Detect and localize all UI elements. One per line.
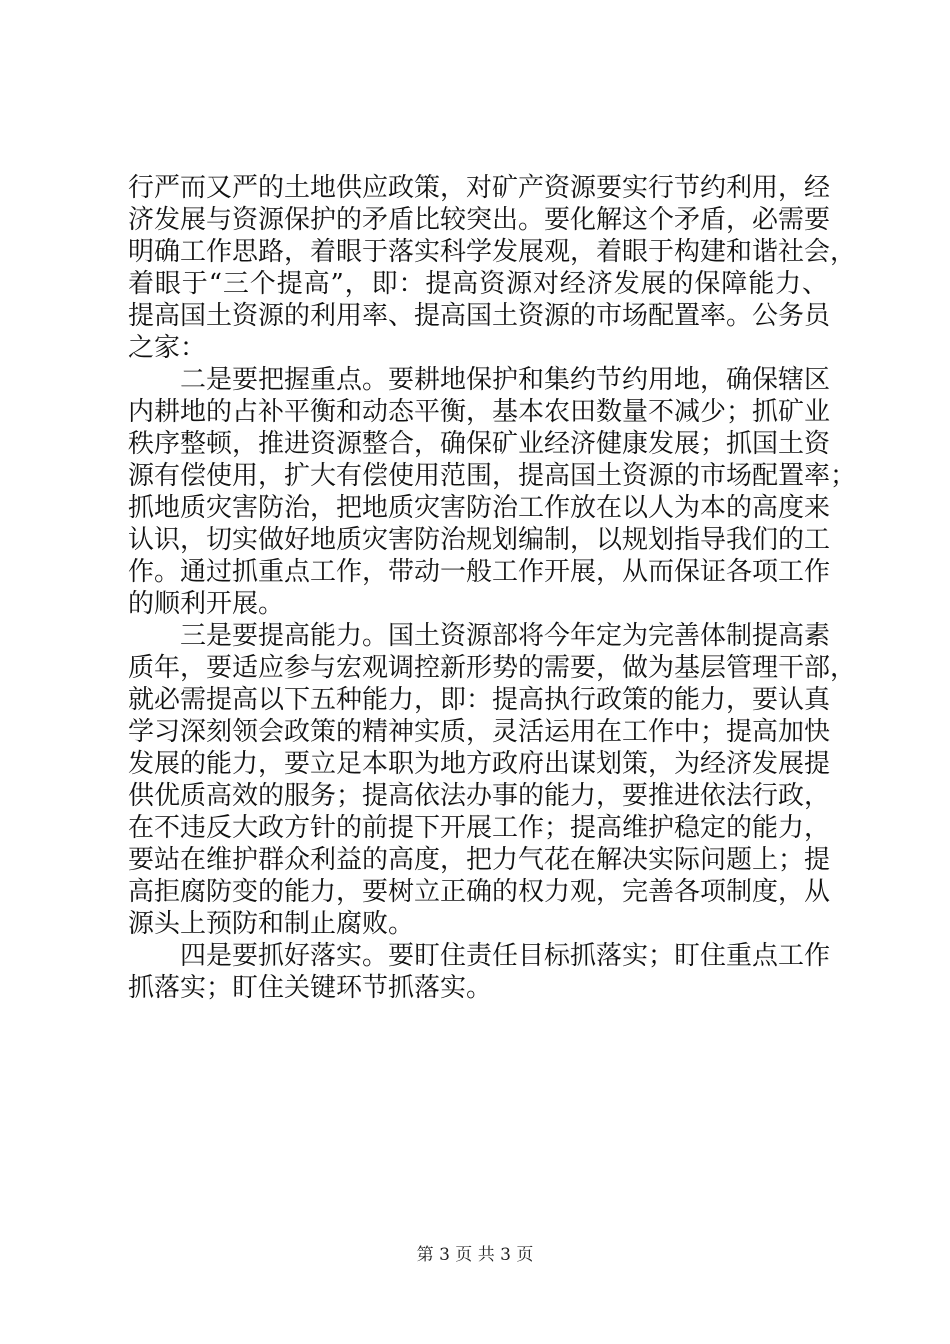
text-line: 发展的能力，要立足本职为地方政府出谋划策，为经济发展提 <box>128 749 831 779</box>
text-line: 质年，要适应参与宏观调控新形势的需要，做为基层管理干部， <box>128 653 857 683</box>
text-line: 高拒腐防变的能力，要树立正确的权力观，完善各项制度，从 <box>128 877 831 907</box>
paragraph <box>128 172 857 364</box>
text-line: 在不违反大政方针的前提下开展工作；提高维护稳定的能力， <box>128 813 831 843</box>
page-number-footer: 第 3 页 共 3 页 <box>416 1245 534 1265</box>
text-line: 抓落实；盯住关键环节抓落实。 <box>128 973 493 1003</box>
text-line: 就必需提高以下五种能力，即：提高执行政策的能力，要认真 <box>128 685 831 715</box>
paragraph <box>128 620 857 940</box>
paragraph <box>128 940 831 1004</box>
text-line: 认识，切实做好地质灾害防治规划编制，以规划指导我们的工 <box>128 525 831 555</box>
text-line: 提高国土资源的利用率、提高国土资源的市场配置率。公务员 <box>128 301 831 331</box>
paragraph <box>128 364 857 620</box>
text-line: 的顺利开展。 <box>128 589 285 619</box>
text-line: 秩序整顿，推进资源整合，确保矿业经济健康发展；抓国土资 <box>128 429 831 459</box>
text-line: 抓地质灾害防治，把地质灾害防治工作放在以人为本的高度来 <box>128 493 831 523</box>
text-line: 四是要抓好落实。要盯住责任目标抓落实；盯住重点工作 <box>128 941 831 971</box>
text-line: 作。通过抓重点工作，带动一般工作开展，从而保证各项工作 <box>128 557 831 587</box>
text-line: 着眼于“三个提高”，即：提高资源对经济发展的保障能力、 <box>128 269 828 299</box>
text-line: 明确工作思路，着眼于落实科学发展观，着眼于构建和谐社会， <box>128 237 857 267</box>
text-line: 源有偿使用，扩大有偿使用范围，提高国土资源的市场配置率； <box>128 461 857 491</box>
text-line: 之家： <box>128 333 207 363</box>
text-line: 源头上预防和制止腐败。 <box>128 909 415 939</box>
text-line: 行严而又严的土地供应政策，对矿产资源要实行节约利用，经 <box>128 173 831 203</box>
text-line: 济发展与资源保护的矛盾比较突出。要化解这个矛盾，必需要 <box>128 205 831 235</box>
text-line: 要站在维护群众利益的高度，把力气花在解决实际问题上；提 <box>128 845 831 875</box>
document-body <box>128 172 857 1004</box>
text-line: 供优质高效的服务；提高依法办事的能力，要推进依法行政， <box>128 781 831 811</box>
text-line: 三是要提高能力。国土资源部将今年定为完善体制提高素 <box>128 621 831 651</box>
text-line: 内耕地的占补平衡和动态平衡，基本农田数量不减少；抓矿业 <box>128 397 831 427</box>
text-line: 二是要把握重点。要耕地保护和集约节约用地，确保辖区 <box>128 365 831 395</box>
text-line: 学习深刻领会政策的精神实质，灵活运用在工作中；提高加快 <box>128 717 831 747</box>
